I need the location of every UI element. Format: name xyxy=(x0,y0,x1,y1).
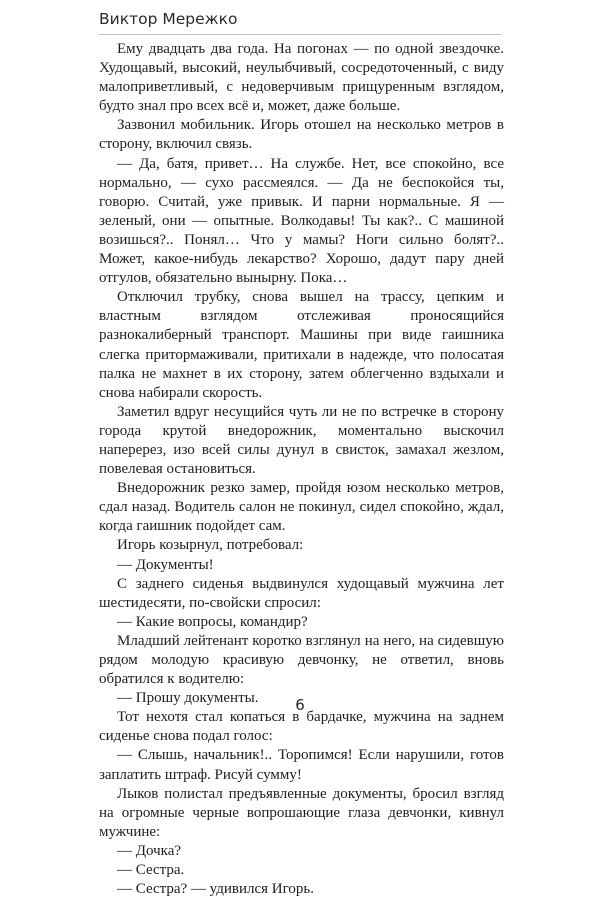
header-rule xyxy=(99,34,501,35)
paragraph: С заднего сиденья выдвинулся худощавый мужчина лет шестидесяти, по-свойски спросил: xyxy=(99,575,504,611)
paragraph: — Какие вопросы, командир? xyxy=(117,613,308,630)
paragraph: Младший лейтенант коротко взглянул на него, на сидевшую рядом молодую красивую девчонку, не ответил, вновь обратился к водителю: xyxy=(99,632,504,688)
paragraph: — Слышь, начальник!.. Торопимся! Если нарушили, готов заплатить штраф. Рисуй сумму! xyxy=(99,747,504,783)
paragraph: Отключил трубку, снова вышел на трассу, цепким и властным взглядом отслеживая проносящийся разнокалиберный транспорт. Машины при виде гаишника слегка притормаживали, притихали в надежде, что полосатая палка не махнет в их сторону, затем облегченно вздыхали и снова набирали скорость. xyxy=(99,289,504,401)
paragraph: — Дочка? xyxy=(117,842,182,859)
paragraph: — Сестра? — удивился Игорь. xyxy=(117,881,314,898)
paragraph: Заметил вдруг несущийся чуть ли не по встречке в сторону города крутой внедорожник, моментально выскочил наперерез, изо всей силы дунул в свисток, замахал жезлом, повелевая остановиться. xyxy=(99,403,504,478)
paragraph: Внедорожник резко замер, пройдя юзом несколько метров, сдал назад. Водитель салон не покинул, сидел спокойно, ждал, когда гаишник подойдет сам. xyxy=(99,480,504,535)
paragraph: — Документы! xyxy=(117,556,214,573)
paragraph: Зазвонил мобильник. Игорь отошел на несколько метров в сторону, включил связь. xyxy=(99,117,504,153)
paragraph: — Сестра. xyxy=(117,862,185,879)
running-header-author: Виктор Мережко xyxy=(99,10,238,28)
paragraph: Тот нехотя стал копаться в бардачке, мужчина на заднем сиденье снова подал голос: xyxy=(99,709,504,745)
paragraph: — Прошу документы. xyxy=(117,690,259,707)
paragraph: Игорь козырнул, потребовал: xyxy=(117,537,304,554)
page-number: 6 xyxy=(295,696,305,714)
paragraph: Ему двадцать два года. На погонах — по одной звездочке. Худощавый, высокий, неулыбчивый, сосредоточенный, с виду малоприветливый, с недоверчивым прищуренным взглядом, будто знал про всех всё и, может, даже больше. xyxy=(99,41,504,115)
paragraph: — Да, батя, привет… На службе. Нет, все спокойно, все нормально, — сухо рассмеялся. — Да не беспокойся ты, говорю. Считай, уже привык. И парни нормальные. Я — зеленый, они — опытные. Волкодавы! Ты как?.. С машиной возишься?.. Понял… Что у мамы? Ноги сильно болят?.. Может, какое-нибудь лекарство? Хорошо, дадут пару дней отгулов, обязательно вынырну. Пока… xyxy=(99,155,504,287)
paragraph: Лыков полистал предъявленные документы, бросил взгляд на огромные черные вопрошающие глаза девчонки, кивнул мужчине: xyxy=(99,785,504,840)
body-text xyxy=(99,40,504,899)
